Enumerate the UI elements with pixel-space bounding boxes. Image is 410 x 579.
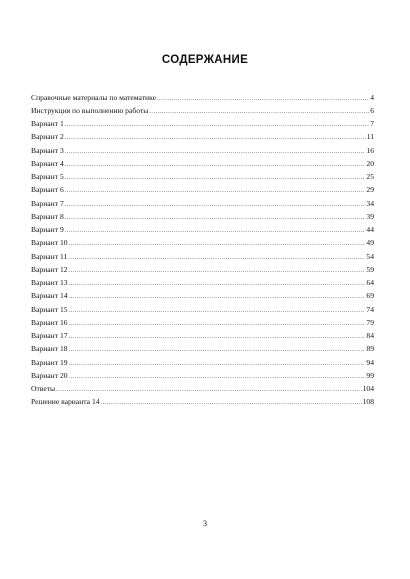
toc-entry-page: 94 [366, 357, 374, 367]
dot-leader [69, 358, 366, 371]
toc-entry-label: Справочные материалы по математике [31, 92, 156, 102]
page-number: 3 [203, 519, 207, 528]
toc-entry [31, 356, 374, 369]
toc-entry [31, 197, 374, 210]
dot-leader [69, 265, 366, 278]
dot-leader [149, 106, 369, 119]
toc-entry [31, 144, 374, 157]
toc-entry-label: Вариант 20 [31, 370, 68, 380]
toc-entry-page: 59 [366, 264, 374, 274]
toc-entry-label: Вариант 6 [31, 185, 64, 195]
toc-entry-page: 25 [366, 172, 374, 181]
dot-leader [65, 159, 366, 172]
dot-leader [65, 185, 366, 198]
toc-entry-page: 108 [362, 397, 374, 407]
toc-entry-label: Вариант 19 [31, 357, 68, 367]
toc-entry-page: 29 [366, 185, 374, 195]
toc-entry-page: 69 [366, 291, 374, 301]
dot-leader [69, 305, 366, 318]
toc-entry [31, 369, 374, 382]
toc-entry-page: 4 [370, 92, 374, 102]
toc-entry-page: 6 [370, 105, 374, 115]
toc-entry-label: Вариант 3 [31, 145, 64, 155]
dot-leader [69, 331, 366, 344]
dot-leader [69, 371, 366, 384]
toc-entry [31, 170, 374, 183]
toc-entry-label: Вариант 8 [31, 211, 64, 221]
dot-leader [157, 93, 369, 106]
toc-entry-label: Решение варианта 14 [31, 397, 100, 407]
toc-entry-label: Вариант 16 [31, 317, 68, 327]
toc-entry-label: Вариант 15 [31, 304, 68, 314]
toc-entry-label: Вариант 1 [31, 119, 64, 128]
toc-entry-page: 74 [366, 304, 374, 314]
toc-entry-label: Вариант 18 [31, 344, 68, 354]
toc-entry-page: 64 [366, 278, 374, 287]
table-of-contents [31, 91, 374, 409]
toc-entry-page: 16 [366, 145, 374, 155]
toc-entry [31, 276, 374, 289]
toc-entry [31, 329, 374, 342]
toc-entry-label: Вариант 2 [31, 132, 64, 142]
toc-entry-page: 11 [366, 132, 374, 142]
toc-entry-label: Вариант 5 [31, 172, 64, 181]
toc-entry [31, 342, 374, 355]
toc-entry-label: Ответы [31, 384, 56, 393]
toc-entry [31, 117, 374, 130]
toc-entry-page: 7 [370, 119, 374, 128]
dot-leader [69, 291, 366, 304]
toc-entry [31, 316, 374, 329]
toc-entry-label: Инструкция по выполнению работы [31, 105, 149, 115]
toc-entry [31, 130, 374, 143]
toc-entry-page: 104 [362, 384, 374, 393]
toc-entry [31, 210, 374, 223]
toc-entry-label: Вариант 13 [31, 278, 68, 287]
dot-leader [69, 318, 366, 331]
toc-entry [31, 157, 374, 170]
toc-entry-page: 20 [366, 158, 374, 168]
toc-entry [31, 382, 374, 395]
toc-entry-page: 49 [366, 238, 374, 248]
toc-entry-page: 54 [366, 251, 374, 261]
toc-entry [31, 104, 374, 117]
dot-leader [56, 384, 361, 397]
toc-entry-page: 99 [366, 370, 374, 380]
toc-entry-page: 34 [366, 198, 374, 208]
toc-entry [31, 91, 374, 104]
dot-leader [68, 252, 365, 265]
toc-entry-page: 84 [366, 331, 374, 340]
page-title: СОДЕРЖАНИЕ [161, 54, 249, 66]
toc-entry [31, 250, 374, 263]
toc-entry-page: 79 [366, 317, 374, 327]
toc-entry [31, 183, 374, 196]
dot-leader [65, 199, 366, 212]
toc-entry-label: Вариант 17 [31, 331, 68, 340]
dot-leader [101, 397, 362, 410]
toc-entry-label: Вариант 11 [31, 251, 68, 261]
dot-leader [69, 278, 366, 291]
toc-entry-label: Вариант 14 [31, 291, 68, 301]
dot-leader [65, 119, 369, 132]
toc-entry-label: Вариант 9 [31, 225, 64, 234]
toc-entry-page: 44 [366, 225, 374, 234]
toc-entry [31, 289, 374, 302]
toc-entry [31, 223, 374, 236]
toc-entry-page: 39 [366, 211, 374, 221]
dot-leader [65, 172, 366, 185]
toc-entry-label: Вариант 7 [31, 198, 64, 208]
dot-leader [69, 238, 366, 251]
toc-entry [31, 263, 374, 276]
dot-leader [65, 132, 366, 145]
dot-leader [65, 212, 366, 225]
toc-entry [31, 303, 374, 316]
dot-leader [69, 344, 366, 357]
dot-leader [65, 146, 366, 159]
toc-entry [31, 395, 374, 408]
toc-entry-label: Вариант 12 [31, 264, 68, 274]
dot-leader [65, 225, 366, 238]
toc-entry-page: 89 [366, 344, 374, 354]
toc-entry-label: Вариант 4 [31, 158, 64, 168]
toc-entry-label: Вариант 10 [31, 238, 68, 248]
toc-entry [31, 236, 374, 249]
